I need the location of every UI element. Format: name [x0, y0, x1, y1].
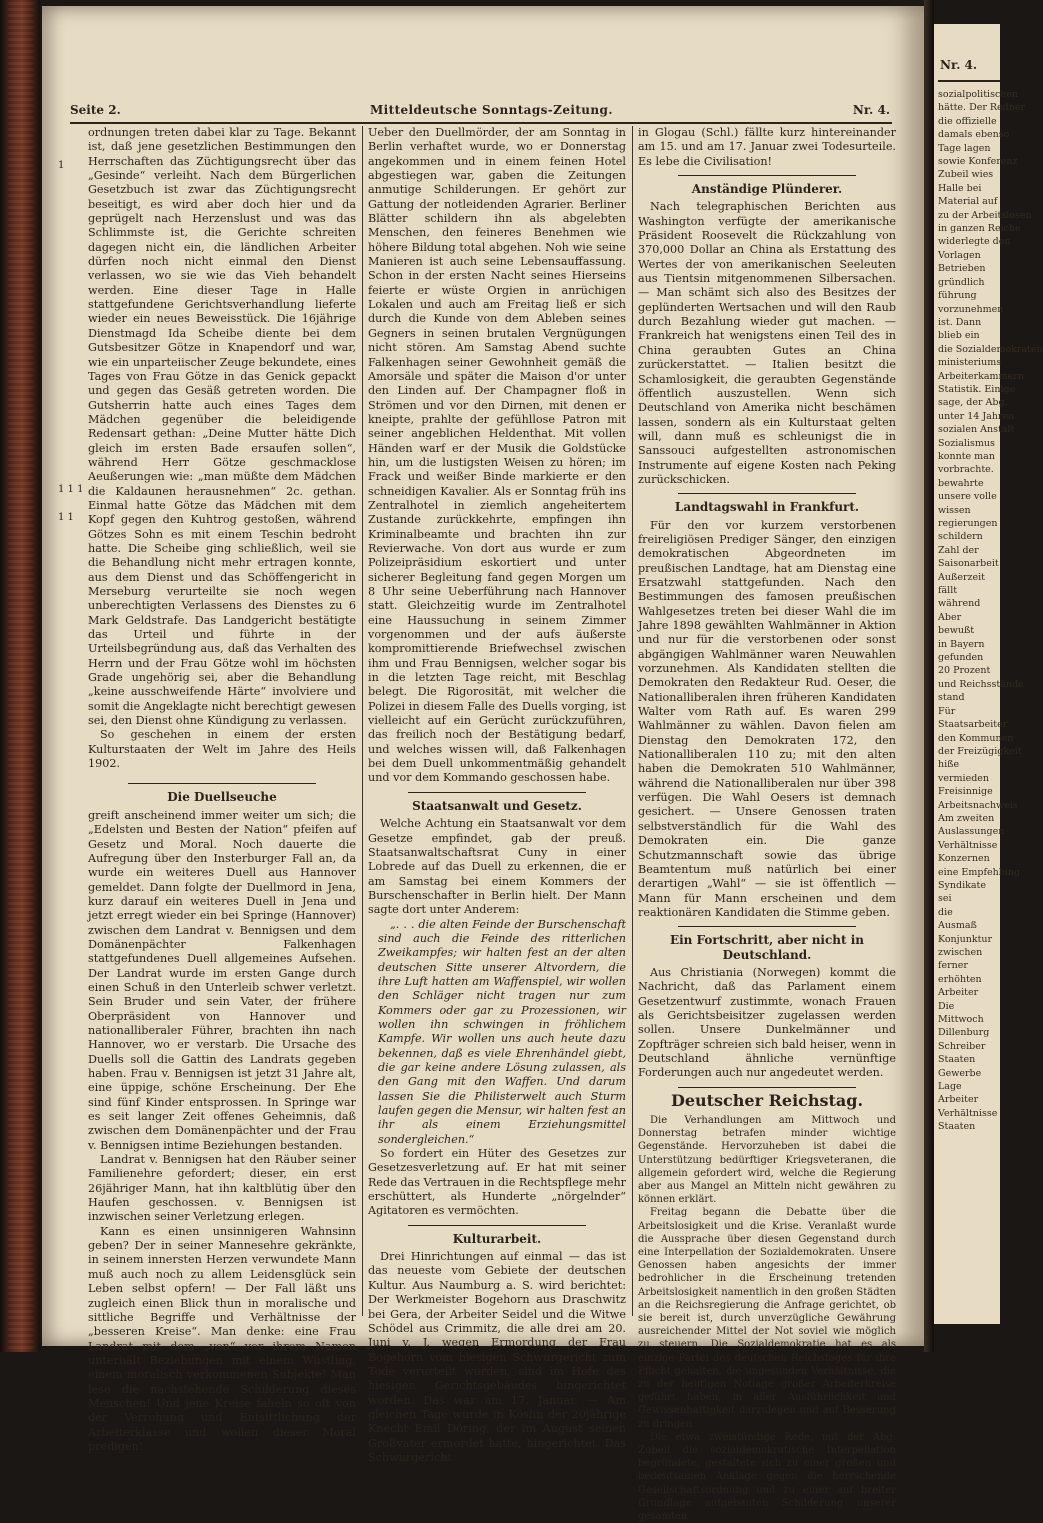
column-2: [368, 126, 626, 1465]
adjacent-page-line: vorzunehmen: [938, 303, 1004, 315]
adjacent-page-line: Statistik. Einige: [938, 383, 1016, 395]
binding-cloth: [8, 0, 34, 1352]
adjacent-page-line: Ausmaß: [938, 920, 977, 932]
page-number: Seite 2.: [70, 103, 121, 117]
section-heading: Deutscher Reichstag.: [670, 1090, 864, 1110]
adjacent-page-line: fällt: [938, 585, 958, 597]
adjacent-page-line: Vorlagen: [938, 249, 981, 261]
newspaper-title: Mitteldeutsche Sonntags-Zeitung.: [370, 103, 613, 117]
adjacent-page-line: während: [938, 598, 981, 610]
adjacent-page-line: Sozialismus: [938, 437, 995, 449]
adjacent-page-line: hiße: [938, 759, 960, 771]
adjacent-page-text: [938, 88, 1043, 1134]
adjacent-page-line: konnte man: [938, 450, 995, 462]
article-paragraph: Für den vor kurzem verstorbenen freireligiösen Prediger Sänger, den einzigen demokratischen Abgeordneten im preußischen Landtage, hat am Dienstag eine Ersatzwahl stattgefunden. Nach den Bestimmungen des famosen preußischen Wahlgesetzes treten bei dieser Wahl die im Jahre 1898 gewählten Wahlmänner in Aktion und nur für die verstorbenen oder sonst abgängigen Wahlmänner waren Neuwahlen vorzunehmen. Als Kandidaten stellten die Demokraten den Redakteur Rud. Oeser, die Nationalliberalen ihren früheren Kandidaten Walter vom Rath auf. Es waren 299 Wahlmänner zu wählen. Davon fielen am Dienstag den Demokraten 172, den Nationalliberalen 110 zu; mit den alten haben die Demokraten 510 Wahlmänner, während die Nationalliberalen nur über 398 verfügen. Die Wahl Oesers ist demnach gesichert. — Unsere Genossen traten selbstverständlich für die Wahl des Demokraten ein. Die ganze Schutzmannschaft sowie das übrige Beamtentum muß natürlich bei einer derartigen „Wahl“ — sie ist öffentlich — Mann für Mann erscheinen und dem reaktionären Kandidaten die Stimme geben.: [638, 518, 896, 919]
adjacent-page-line: die Sozialdemokraten: [938, 343, 1043, 355]
article-separator: [408, 792, 586, 793]
article-paragraph: Aus Christiania (Norwegen) kommt die Nachricht, daß das Parlament einem Gesetzentwurf zustimmte, wonach Frauen als Gerichtsbeisitzer zugelassen werden sollen. Unsere Dunkelmänner und Zopfträger schreien sich bald heiser, wenn in Deutschland ähnliche vernünftige Forderungen auch nur angedeutet werden.: [638, 965, 896, 1080]
adjacent-page-line: Staaten: [938, 1121, 976, 1133]
adjacent-page-line: Staatsarbeiter: [938, 719, 1008, 731]
article-paragraph: greift anscheinend immer weiter um sich; die „Edelsten und Besten der Nation“ pfeifen auf Gesetz und Moral. Noch dauerte die Aufregung über den Insterburger Fall an, da wurde ein weiteres Duell aus Hannover gemeldet. Dann folgte der Duellmord in Jena, kurz darauf ein weiteres Duell in Jena und jetzt erregt wieder ein bei Springe (Hannover) zwischen dem Landrat v. Bennigsen und dem Domänenpächter Falkenhagen stattgefundenes Duell allgemeines Aufsehen. Der Landrat wurde im ersten Gange durch einen Schuß in den Unterleib schwer verletzt. Sein Bruder und sein Vater, der frühere Oberpräsident von Hannover und nationalliberaler Führer, brachten ihn nach Hannover, wo er verstarb. Die Ursache des Duells soll die Gattin des Landrats gegeben haben. Frau v. Bennigsen ist jetzt 31 Jahre alt, eine üppige, schöne Erscheinung. Der Ehe sind fünf Kinder entsprossen. In Springe war es seit langer Zeit offenes Geheimnis, daß zwischen dem Domänenpächter und der Frau v. Bennigsen intime Beziehungen bestanden.: [88, 808, 356, 1152]
adjacent-page-line: Verhältnisse: [938, 839, 998, 851]
quotation: „. . . die alten Feinde der Burschenschaft sind auch die Feinde des ritterlichen Zweikampfes; wir halten fest an der alten deutschen Sitte unserer Altvordern, die ihre Luft hatten am Waffenspiel, wir wollen den Schläger nicht tragen nur zum Kommers oder gar zu Prozessionen, wir wollen ihn schwingen in fröhlichem Kampfe. Wir wollen uns auch heute dazu bekennen, daß es viele Ehrenhändel giebt, die gar keine andere Lösung zulassen, als den Gang mit den Waffen. Und darum lassen Sie die Philisterwelt auch Sturm laufen gegen die Mensur, wir halten fest an ihr als einem Erziehungsmittel sondergleichen.“: [378, 917, 626, 1146]
adjacent-page-line: sei: [938, 893, 952, 905]
adjacent-page-line: Auslassungen: [938, 826, 1005, 838]
column-3: [638, 126, 896, 1523]
article-separator: [678, 493, 856, 494]
article-paragraph: Drei Hinrichtungen auf einmal — das ist das neueste vom Gebiete der deutschen Kultur. Aus Naumburg a. S. wird berichtet: Der Werkmeister Bogehorn aus Draschwitz bei Gera, der Arbeiter Seidel und die Witwe Schödel aus Crimmitz, die alle drei am 20. Juni v. J. wegen Ermordung der Frau Bogehorn vom hiesigen Schwurgericht zum Tode verurteilt wurden, sind im Hofe des hiesigen Gerichtsgebäudes hingerichtet worden. Das war am 17. Januar. — Am gleichen Tage wurde in Köslin der 20jährige Knecht Emil Döring, der im August seinen Großvater ermordet hatte, hingerichtet. Das Schwurgericht: [368, 1250, 626, 1464]
adjacent-page-line: eine Empfehlung: [938, 866, 1021, 878]
adjacent-page-line: Staaten: [938, 1054, 976, 1066]
adjacent-page-line: Schreiber: [938, 1040, 986, 1052]
adjacent-page-line: widerlegte den: [938, 236, 1011, 248]
adjacent-page-line: Zubeil wies: [938, 169, 994, 181]
adjacent-page-line: führung: [938, 290, 977, 302]
adjacent-page-line: ministeriums: [938, 357, 1002, 369]
adjacent-page-line: erhöhten: [938, 973, 982, 985]
adjacent-page-line: Arbeiter: [938, 987, 979, 999]
page-header: [70, 103, 890, 123]
adjacent-page-line: gründlich: [938, 276, 985, 288]
adjacent-page-line: ferner: [938, 960, 968, 972]
adjacent-page-line: Außerzeit: [938, 571, 985, 583]
adjacent-page-line: die: [938, 906, 953, 918]
adjacent-page-line: Die: [938, 1000, 955, 1012]
page-gutter: [924, 0, 934, 1352]
adjacent-header-rule: [938, 80, 1000, 82]
adjacent-page-line: unsere volle: [938, 491, 997, 503]
article-paragraph: Die etwa zweistündige Rede, mit der Abg. Zubeil die sozialdemokratische Interpellation begründete, gestaltete sich zu einer großen und bedeutsamen Anklage gegen die herrschende Gesellschaftsordnung und zu einer auf breiter Grundlage aufgebauten Schilderung unserer gesamten: [638, 1431, 896, 1523]
adjacent-page-line: bewußt: [938, 625, 975, 637]
adjacent-page-line: Arbeiterkammern: [938, 370, 1024, 382]
article-paragraph: Die Verhandlungen am Mittwoch und Donnerstag betrafen minder wichtige Gegenstände. Hervorzuheben ist dabei die Unterstützung bedürftiger Kriegsveteranen, die allgemein gefordert wird, welche die Regierung aber aus Mangel an Mitteln nicht gewähren zu können erklärt.: [638, 1115, 896, 1206]
column-divider: [362, 126, 363, 1316]
adjacent-page-line: Zahl der: [938, 544, 979, 556]
adjacent-page-line: Aber: [938, 611, 962, 623]
article-separator: [678, 926, 856, 927]
adjacent-page-line: den Kommunen: [938, 732, 1014, 744]
adjacent-page: [934, 24, 1043, 1324]
adjacent-page-line: sozialen Anstalt: [938, 424, 1015, 436]
column-1: [88, 126, 356, 1454]
article-heading: Ein Fortschritt, aber nicht in Deutschland.: [669, 933, 865, 962]
adjacent-page-line: zwischen: [938, 947, 983, 958]
book-binding: [0, 0, 40, 1352]
article-heading: Anständige Plünderer.: [691, 182, 843, 197]
article-separator: [678, 1087, 856, 1088]
adjacent-page-line: hätte. Der Redner: [938, 102, 1026, 114]
margin-mark: 1 1 1: [58, 484, 84, 495]
adjacent-page-line: Betrieben: [938, 263, 986, 275]
article-paragraph: Welche Achtung ein Staatsanwalt vor dem Gesetze empfindet, gab der preuß. Staatsanwaltschaftsrat Cuny in einer Lobrede auf das Duell zu erkennen, die er am Samstag bei einem Kommers der Burschenschafter in Berlin hielt. Der Mann sagte dort unter Anderem:: [368, 817, 626, 917]
header-rule: [70, 122, 892, 124]
article-paragraph: Landrat v. Bennigsen hat den Räuber seiner Familienehre gefordert; dieser, ein erst 26jähriger Mann, hat ihn kaltblütig über den Haufen geschossen. v. Bennigsen ist inzwischen seiner Verletzung erlegen.: [88, 1153, 356, 1224]
article-paragraph: Ueber den Duellmörder, der am Sonntag in Berlin verhaftet wurde, wo er Donnerstag angekommen und in einem feinen Hotel abgestiegen war, gaben die Zeitungen anmutige Schilderungen. Er gehört zur Gattung der notleidenden Agrarier. Berliner Blätter schildern ihn als abgelebten Menschen, den feineres Benehmen wie höhere Bildung total abgehen. Noh wie seine Manieren ist auch seine Lebensauffassung. Schon in der ersten Nacht seines Hierseins feierte er wüste Orgien in anrüchigen Lokalen und auch am Freitag ließ er sich durch die Kunde von dem Ableben seines Gegners in seinen brutalen Vergnügungen nicht stören. Am Samstag Abend suchte Falkenhagen seiner Gewohnheit gemäß die Amorsäle und später die Maison d'or unter den Linden auf. Der Champagner floß in Strömen und vor den Dirnen, mit denen er kneipte, prahlte der gefühllose Patron mit seiner angeblichen Heldenthat. Mit vollen Händen warf er der Musik die Goldstücke hin, um die lustigsten Weisen zu hören; im Frack und weißer Binde markierte er den schneidigen Kavalier. Als er Sonntag früh ins Zentralhotel in ziemlich angeheitertem Zustande zurückkehrte, empfingen ihn Kriminalbeamte und brachten ihn zur Revierwache. Von dort aus wurde er zum Polizeipräsidium eskortiert und unter sicherer Begleitung fand gegen Morgen um 8 Uhr seine Ueberführung nach Hannover statt. Gleichzeitig wurde im Zentralhotel eine Haussuchung in seinem Zimmer vorgenommen und der aufs äußerste kompromittierende Briefwechsel zwischen ihm und Frau Bennigsen, welcher sogar bis in die letzten Tage reicht, mit Beschlag belegt. Die Rigorosität, mit welcher die Polizei in diesem Falle des Duells vorging, ist vielleicht auf ein Gerücht zurückzuführen, das freilich noch der Bestätigung bedarf, und welches wissen will, daß Falkenhagen bei dem Duell unkommentmäßig gehandelt und vor dem Kommando geschossen habe.: [368, 126, 626, 785]
article-separator: [408, 1225, 586, 1226]
article-heading: Kulturarbeit.: [452, 1231, 542, 1246]
adjacent-page-line: blieb ein: [938, 330, 980, 342]
adjacent-page-line: regierungen: [938, 518, 998, 529]
article-paragraph: Freitag begann die Debatte über die Arbeitslosigkeit und die Krise. Veranlaßt wurde die Aussprache über diesen Gegenstand durch eine Interpellation der Sozialdemokraten. Unsere Genossen haben angesichts der immer bedrohlicher in die Erscheinung tretenden Arbeitslosigkeit namentlich in den großen Städten an die Reichsregierung die Anfrage gerichtet, ob sie bereit ist, durch unverzügliche Gewährung ausreichender Mittel der Not soviel wie möglich zu steuern. Die Sozialdemokratie hat es als einzige Partei des deutschen Reichstages für ihre Pflicht gehalten, die ungesunden Verhältnisse, die zu der heutigen Notlage großer Arbeiterkreise geführt haben, in aller Ausführlichkeit und Gewissenhaftigkeit darzulegen und auf Besserung zu dringen.: [638, 1207, 896, 1430]
adjacent-page-line: Freisinnige: [938, 786, 993, 798]
article-separator: [678, 175, 856, 176]
adjacent-page-line: Arbeiter: [938, 1094, 979, 1106]
adjacent-page-line: damals ebenso: [938, 129, 1010, 141]
adjacent-page-line: der Freizügigkeit: [938, 745, 1022, 757]
adjacent-page-line: Mittwoch: [938, 1014, 984, 1026]
article-separator: [128, 783, 316, 784]
issue-number: Nr. 4.: [852, 103, 890, 117]
adjacent-page-line: schildern: [938, 531, 983, 543]
adjacent-page-line: Dillenburg: [938, 1027, 990, 1039]
article-paragraph: ordnungen treten dabei klar zu Tage. Bekannt ist, daß jene gesetzlichen Bestimmungen den Herrschaften das Züchtigungsrecht über das „Gesinde“ verleiht. Nach dem Bürgerlichen Gesetzbuch ist zwar das Züchtigungsrecht beseitigt, es wird aber doch hier und da geprügelt nach Herzenslust und was das Schlimmste ist, die Gerichte schreiten dagegen nicht ein, die ländlichen Arbeiter dürfen noch nicht einmal den Dienst verlassen, wo sie wie das Vieh behandelt werden. Eine dieser Tage in Halle stattgefundene Gerichtsverhandlung lieferte wieder ein neues Beweisstück. Die 16jährige Dienstmagd Ida Scheibe diente bei dem Gutsbesitzer Götze in Knapendorf und war, wie ein unparteiischer Zeuge bekundete, eines Tages von Frau Götze in das Genick gepackt und gegen das Gesäß getreten worden. Die Gutsherrin hatte auch eines Tages dem Mädchen gegenüber die beleidigende Redensart gethan: „Deine Mutter hätte Dich gleich im ersten Bade ersaufen sollen“, während Herr Götze geschmacklose Aeußerungen wie: „man müßte dem Mädchen die Kaldaunen herausnehmen“ 2c. gethan. Einmal hatte Götze das Mädchen mit dem Kopf gegen den Kuhtrog gestoßen, während Götzes Sohn es mit einem Teschin bedroht hatte. Die Scheibe ging schließlich, weil sie die Behandlung nicht mehr ertragen konnte, aus dem Dienst und das Schöffengericht in Merseburg verurteilte sie noch wegen unberechtigten Verlassens des Dienstes zu 6 Mark Geldstrafe. Das Landgericht bestätigte das Urteil und führte in der Urteilsbegründung aus, daß das Verhalten des Herrn und der Frau Götze wohl im höchsten Grade ungehörig sei, aber die Behandlung „keine ausschweifende Härte“ involviere und somit die Angeklagte nicht berechtigt gewesen sei, den Dienst ohne Kündigung zu verlassen.: [88, 126, 356, 728]
adjacent-page-line: Halle bei: [938, 182, 982, 194]
article-paragraph: in Glogau (Schl.) fällte kurz hintereinander am 15. und am 17. Januar zwei Todesurteile. Es lebe die Civilisation!: [638, 126, 896, 168]
adjacent-page-line: Konjunktur: [938, 933, 993, 945]
adjacent-page-line: ist. Dann: [938, 316, 982, 328]
adjacent-page-line: Arbeitsnachweis: [938, 799, 1018, 811]
margin-mark: 1 1: [58, 512, 74, 523]
adjacent-page-line: vermieden: [938, 772, 990, 784]
article-heading: Staatsanwalt und Gesetz.: [412, 798, 582, 813]
article-paragraph: So geschehen in einem der ersten Kulturstaaten der Welt im Jahre des Heils 1902.: [88, 728, 356, 771]
adjacent-page-line: Verhältnisse: [938, 1107, 998, 1119]
adjacent-page-line: Am zweiten: [938, 812, 995, 824]
adjacent-page-line: gefunden: [938, 652, 984, 664]
adjacent-page-line: Konzernen: [938, 853, 990, 865]
article-paragraph: Nach telegraphischen Berichten aus Washington verfügte der amerikanische Präsident Roosevelt die Rückzahlung von 370,000 Dollar an China als Erstattung des Wertes der von amerikanischen Seeleuten aus Tientsin mitgenommenen Silbersachen. — Man schämt sich also des Besitzes der geplünderten Wertsachen und will den Raub durch Bezahlung wieder gut machen. — Frankreich hat wenigstens einen Teil des in China geraubten Gutes an China zurückerstattet. — Italien besitzt die Schamlosigkeit, die geraubten Gegenstände öffentlich auszustellen. Wenn sich Deutschland von Amerika nicht beschämen lassen, sondern als ein Kulturstaat gelten will, dann muß es schleunigst die in Sanssouci aufgestellten astronomischen Instrumente auf eigene Kosten nach Peking zurückschicken.: [638, 200, 896, 486]
adjacent-page-line: vorbrachte.: [938, 464, 994, 476]
margin-mark: 1: [58, 160, 65, 171]
adjacent-page-line: Für: [938, 705, 956, 717]
adjacent-page-line: bewahrte: [938, 477, 984, 489]
adjacent-page-line: die offizielle: [938, 115, 997, 127]
adjacent-page-line: Syndikate: [938, 879, 986, 891]
adjacent-page-line: in ganzen Reiche: [938, 223, 1021, 235]
adjacent-page-line: Lage: [938, 1081, 962, 1093]
adjacent-page-line: sage, der Abg.: [938, 397, 1008, 409]
article-heading: Die Duellseuche: [167, 790, 277, 805]
adjacent-page-line: wissen: [938, 504, 971, 516]
adjacent-page-line: stand: [938, 692, 965, 704]
adjacent-page-line: und Reichsstände: [938, 678, 1024, 690]
adjacent-page-line: sozialpolitischen: [938, 89, 1019, 100]
adjacent-page-line: Saisonarbeit: [938, 558, 999, 570]
adjacent-page-line: Gewerbe: [938, 1067, 982, 1079]
adjacent-page-line: Tage lagen: [938, 142, 991, 154]
adjacent-page-line: zu der Arbeitslosen: [938, 209, 1032, 221]
adjacent-page-number: Nr. 4.: [940, 58, 978, 72]
article-paragraph: So fordert ein Hüter des Gesetzes zur Gesetzesverletzung auf. Er hat mit seiner Rede das Vertrauen in die Rechtspflege mehr erschüttert, als Hunderte „nörgelnder“ Agitatoren es vermöchten.: [368, 1147, 627, 1218]
adjacent-page-line: sowie Konferenz: [938, 156, 1018, 168]
article-heading: Landtagswahl in Frankfurt.: [674, 500, 860, 515]
adjacent-page-line: 20 Prozent: [938, 665, 991, 677]
article-paragraph: Kann es einen unsinnigeren Wahnsinn geben? Der in seiner Mannesehre gekränkte, in seinem innersten Herzen verwundete Mann muß auch noch zu allem Leidensglück sein Leben selbst opfern! — Der Fall läßt uns zugleich einen Blick thun in moralische und sittliche Begriffe und Verhältnisse der „besseren Kreise“. Man denke: eine Frau Landrat mit dem „von“ vor ihrem Namen unterhält Beziehungen mit einem Wüstling, einem moralisch verkommenen Subjekte! Man lese die nachstehende Schilderung dieses Menschen! Und jene Kreise fabeln so oft von der Verrohung und Entsittlichung der Arbeiterklasse und wollen dieser Moral predigen!: [88, 1224, 356, 1453]
adjacent-page-line: unter 14 Jahren: [938, 410, 1015, 422]
column-divider: [632, 126, 633, 1316]
adjacent-page-line: in Bayern: [938, 638, 985, 650]
adjacent-page-line: Material auf: [938, 196, 998, 208]
